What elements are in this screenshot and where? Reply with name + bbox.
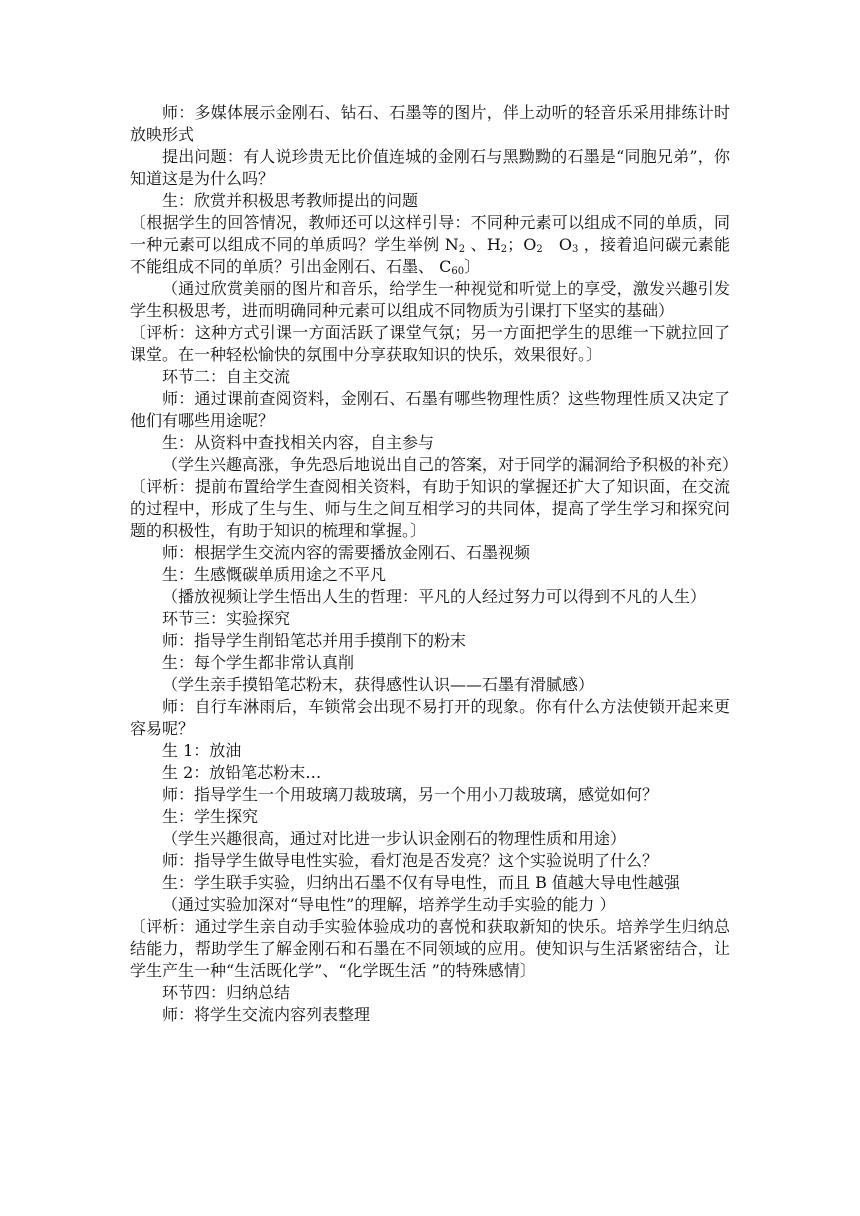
- paragraph: 生：欣赏并积极思考教师提出的问题: [162, 191, 419, 210]
- document-body: [130, 102, 739, 1026]
- paragraph: 生 2：放铅笔芯粉末…: [162, 763, 322, 782]
- paragraph: （播放视频让学生悟出人生的哲理：平凡的人经过努力可以得到不凡的人生）: [162, 587, 707, 606]
- paragraph: 〔评析：这种方式引课一方面活跃了课堂气氛；另一方面把学生的思维一下就拉回了课堂。在一种轻松愉快的氛围中分享获取知识的快乐，效果很好。〕: [130, 323, 730, 364]
- paragraph: （通过欣赏美丽的图片和音乐，给学生一种视觉和听觉上的享受，激发兴趣引发学生积极思考，进而明确同种元素可以组成不同物质为引课打下坚实的基础）: [130, 279, 730, 320]
- formula-o3: $O_3$: [558, 235, 579, 255]
- paragraph: 生：从资料中查找相关内容，自主参与: [162, 433, 435, 452]
- paragraph: 师：多媒体展示金刚石、钻石、石墨等的图片，伴上动听的轻音乐采用排练计时放映形式: [130, 103, 730, 144]
- formula-h2: $H_2$: [486, 235, 508, 255]
- paragraph: 生 1：放油: [162, 741, 242, 760]
- paragraph: （学生兴趣很高，通过对比进一步认识金刚石的物理性质和用途）: [162, 829, 627, 848]
- paragraph: 〔评析：通过学生亲自动手实验体验成功的喜悦和获取新知的快乐。培养学生归纳总结能力，帮助学生了解金刚石和石墨在不同领域的应用。使知识与生活紧密结合，让学生产生一种“生活既化学”、“化学既生活 ”的特殊感情〕: [130, 917, 730, 980]
- paragraph: 师：根据学生交流内容的需要播放金刚石、石墨视频: [162, 543, 531, 562]
- paragraph: 师：通过课前查阅资料，金刚石、石墨有哪些物理性质？这些物理性质又决定了他们有哪些用途呢？: [130, 389, 730, 430]
- paragraph: 生：学生联手实验，归纳出石墨不仅有导电性，而且 B 值越大导电性越强: [162, 873, 680, 892]
- paragraph: 师：自行车淋雨后，车锁常会出现不易打开的现象。你有什么方法使锁开起来更容易呢？: [130, 697, 730, 738]
- paragraph: 生：生感慨碳单质用途之不平凡: [162, 565, 387, 584]
- paragraph: （学生兴趣高涨，争先恐后地说出自己的答案，对于同学的漏洞给予积极的补充）: [162, 455, 739, 474]
- formula-n2: $N_2$: [444, 235, 466, 255]
- paragraph: 生：每个学生都非常认真削: [162, 653, 355, 672]
- section-heading: 环节四：归纳总结: [162, 983, 291, 1002]
- paragraph: （通过实验加深对“导电性”的理解，培养学生动手实验的能力 ）: [162, 895, 616, 914]
- formula-c60: $C_{60}$: [439, 257, 465, 277]
- paragraph: 生：学生探究: [162, 807, 259, 826]
- paragraph: 师：指导学生一个用玻璃刀裁玻璃，另一个用小刀裁玻璃，感觉如何？: [162, 785, 659, 804]
- paragraph: （学生亲手摸铅笔芯粉末，获得感性认识——石墨有滑腻感）: [162, 675, 595, 694]
- paragraph: 师：指导学生削铅笔芯并用手摸削下的粉末: [162, 631, 467, 650]
- formula-o2: $O_2$: [523, 235, 543, 255]
- paragraph: 师：指导学生做导电性实验，看灯泡是否发亮？这个实验说明了什么？: [162, 851, 659, 870]
- section-heading: 环节三：实验探究: [162, 609, 291, 628]
- paragraph-text: 〔根据学生的回答情况，教师还可以这样引导：不同种元素可以组成不同的单质，同一种元素可以组成不同的单质吗？学生举例: [130, 213, 730, 254]
- paragraph: 师：将学生交流内容列表整理: [162, 1005, 371, 1024]
- paragraph: 提出问题：有人说珍贵无比价值连城的金刚石与黑黝黝的石墨是“同胞兄弟”，你知道这是为什么吗？: [130, 147, 730, 188]
- paragraph: 〔评析：提前布置给学生查阅相关资料，有助于知识的掌握还扩大了知识面，在交流的过程中，形成了生与生、师与生之间互相学习的共同体，提高了学生学习和探究问题的积极性，有助于知识的梳理和掌握。〕: [130, 477, 730, 540]
- paragraph-with-formulas: 〔根据学生的回答情况，教师还可以这样引导：不同种元素可以组成不同的单质，同一种元素可以组成不同的单质吗？学生举例 $N_2$ 、$H_2$；$O_2$ $O_3$ ，接着追问碳元素能不能组成不同的单质？引出金刚石、石墨、 $C_{60}$〕: [130, 213, 730, 277]
- section-heading: 环节二：自主交流: [162, 367, 291, 386]
